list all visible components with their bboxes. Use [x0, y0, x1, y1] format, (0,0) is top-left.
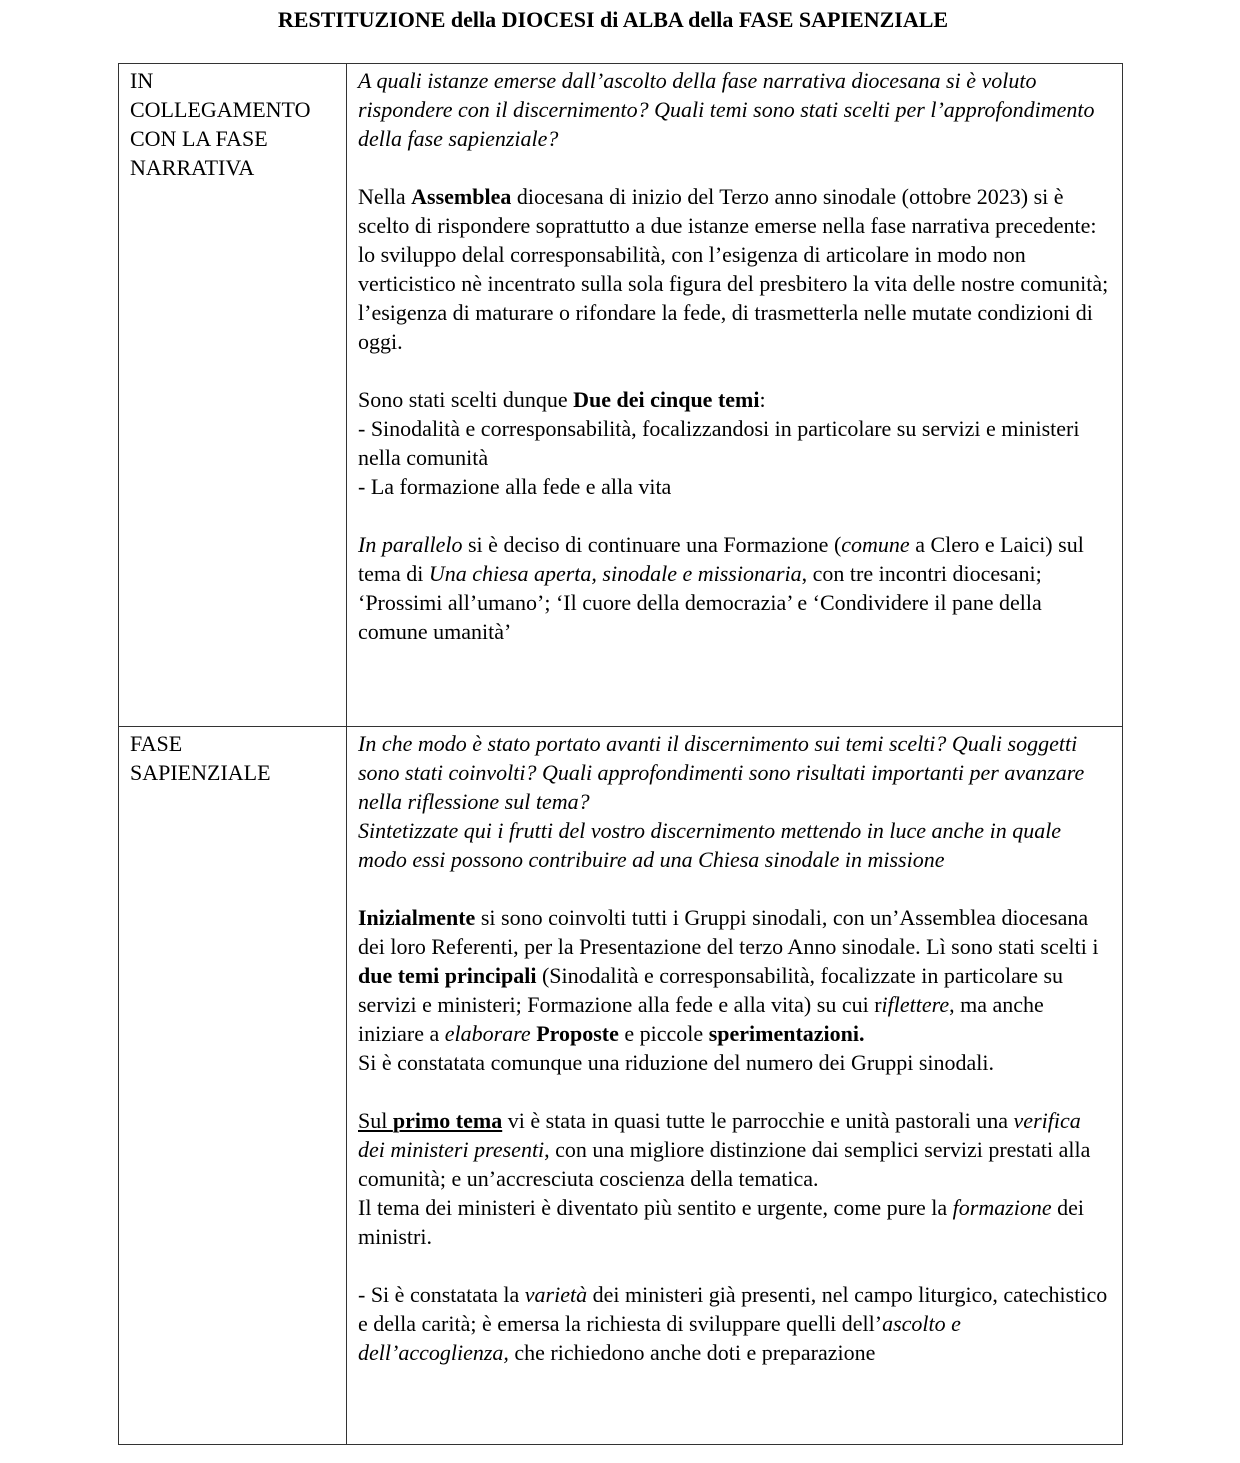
label-line: CON LA FASE [130, 126, 268, 151]
label-line: FASE [130, 731, 183, 756]
row-label-sapienziale [119, 727, 347, 1445]
paragraph-line: Si è constatata comunque una riduzione del numero dei Gruppi sinodali. [358, 1050, 995, 1075]
guiding-question: Sintetizzate qui i frutti del vostro discernimento mettendo in luce anche in quale modo essi possono contribuire ad una Chiesa sinodale in missione [358, 818, 1062, 872]
document-title: RESTITUZIONE della DIOCESI di ALBA della FASE SAPIENZIALE [277, 7, 949, 32]
paragraph-assemblea: Nella Assemblea diocesana di inizio del Terzo anno sinodale (ottobre 2023) si è scelto di rispondere soprattutto a due istanze emerse nella fase narrativa precedente: [358, 184, 1097, 238]
list-item: - Sinodalità e corresponsabilità, focalizzandosi in particolare su servizi e ministeri nella comunità [358, 416, 1080, 470]
paragraph-line: l’esigenza di maturare o rifondare la fede, di trasmetterla nelle mutate condizioni di oggi. [358, 300, 1093, 354]
table-row-sapienziale [119, 727, 1123, 1445]
row-content-collegamento [347, 64, 1123, 727]
paragraph-inizialmente: Inizialmente si sono coinvolti tutti i Gruppi sinodali, con un’Assemblea diocesana dei loro Referenti, per la Presentazione del terzo Anno sinodale. Lì sono stati scelti i due temi principali (Sinodalità e corresponsabilità, focalizzate in particolare su servizi e ministeri; Formazione alla fede e alla vita) su cui riflettere, ma anche iniziare a elaborare Proposte e piccole sperimentazioni. [358, 905, 1099, 1046]
table-row-collegamento [119, 64, 1123, 727]
guiding-question: A quali istanze emerse dall’ascolto della fase narrativa diocesana si è voluto rispondere con il discernimento? Quali temi sono stati scelti per l’approfondimento della fase sapienziale? [358, 68, 1095, 151]
restitution-table [118, 63, 1123, 1445]
paragraph-line: lo sviluppo delal corresponsabilità, con l’esigenza di articolare in modo non verticistico nè incentrato sulla sola figura del presbitero la vita delle nostre comunità; [358, 242, 1109, 296]
label-line: SAPIENZIALE [130, 760, 271, 785]
label-line: IN [130, 68, 154, 93]
guiding-question: In che modo è stato portato avanti il discernimento sui temi scelti? Quali soggetti sono stati coinvolti? Quali approfondimenti sono risultati importanti per avanzare nella riflessione sul tema? [358, 731, 1085, 814]
paragraph-formazione: In parallelo si è deciso di continuare una Formazione (comune a Clero e Laici) sul tema di Una chiesa aperta, sinodale e missionaria, con tre incontri diocesani; ‘Prossimi all’umano’; ‘Il cuore della democrazia’ e ‘Condividere il pane della comune umanità’ [358, 532, 1084, 644]
paragraph-line: Il tema dei ministeri è diventato più sentito e urgente, come pure la formazione dei ministri. [358, 1195, 1085, 1249]
row-label-collegamento [119, 64, 347, 727]
label-line: COLLEGAMENTO [130, 97, 311, 122]
paragraph-primo-tema: Sul primo tema vi è stata in quasi tutte le parrocchie e unità pastorali una verifica dei ministeri presenti, con una migliore distinzione dai semplici servizi prestati alla comunità; e un’accresciuta coscienza della tematica. [358, 1108, 1091, 1191]
label-line: NARRATIVA [130, 155, 255, 180]
paragraph-temi: Sono stati scelti dunque Due dei cinque temi: [358, 387, 766, 412]
paragraph-varieta: - Si è constatata la varietà dei ministeri già presenti, nel campo liturgico, catechistico e della carità; è emersa la richiesta di sviluppare quelli dell’ascolto e dell’accoglienza, che richiedono anche doti e preparazione [358, 1282, 1108, 1365]
row-content-sapienziale [347, 727, 1123, 1445]
list-item: - La formazione alla fede e alla vita [358, 474, 672, 499]
